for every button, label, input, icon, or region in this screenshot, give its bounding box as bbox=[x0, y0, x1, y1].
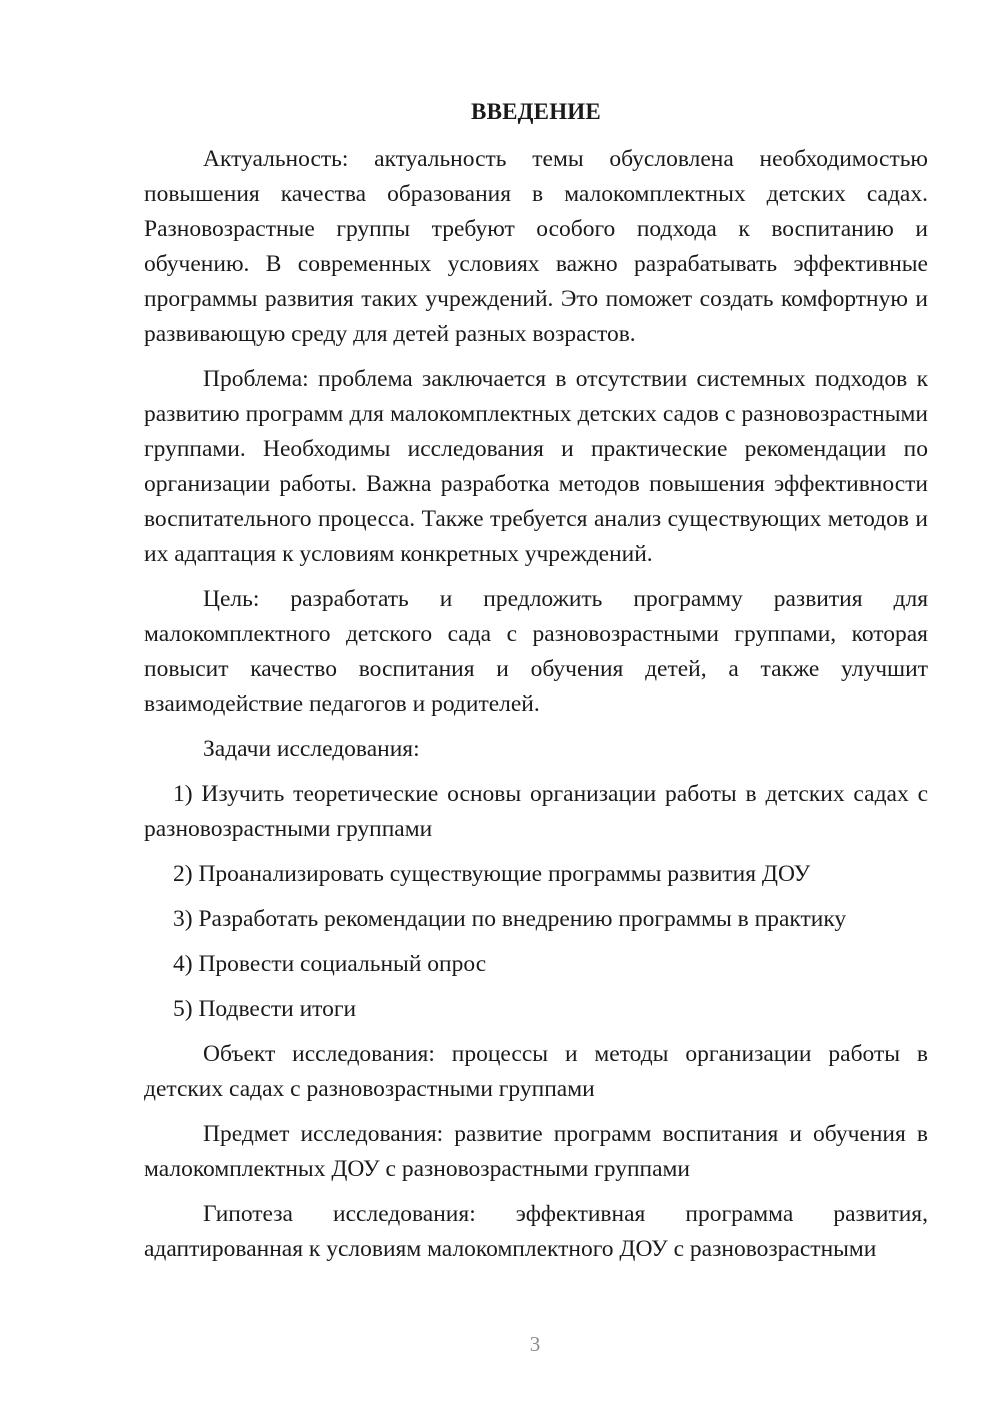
task-item-2: 2) Проанализировать существующие программы развития ДОУ bbox=[173, 861, 811, 887]
section-heading: ВВЕДЕНИЕ bbox=[471, 99, 601, 124]
paragraph-goal: Цель: разработать и предложить программу развития для малокомплектного детского сада с разновозрастными группами, которая повысит качество воспитания и обучения детей, а также улучшит взаимодействие педагогов и родителей. bbox=[144, 586, 928, 717]
task-item-5: 5) Подвести итоги bbox=[173, 996, 357, 1022]
document-body bbox=[144, 94, 928, 1277]
task-item-4: 4) Провести социальный опрос bbox=[173, 951, 487, 977]
paragraph-hypothesis: Гипотеза исследования: эффективная программа развития, адаптированная к условиям малокомплектного ДОУ с разновозрастными bbox=[144, 1201, 928, 1262]
paragraph-object: Объект исследования: процессы и методы организации работы в детских садах с разновозрастными группами bbox=[144, 1041, 928, 1102]
paragraph-tasks-intro: Задачи исследования: bbox=[203, 736, 420, 762]
page-number: 3 bbox=[529, 1332, 541, 1356]
task-item-3: 3) Разработать рекомендации по внедрению программы в практику bbox=[173, 906, 847, 932]
paragraph-problem: Проблема: проблема заключается в отсутствии системных подходов к развитию программ для малокомплектных детских садов с разновозрастными группами. Необходимы исследования и практические рекомендации по организации работы. Важна разработка методов повышения эффективности воспитательного процесса. Также требуется анализ существующих методов и их адаптация к условиям конкретных учреждений. bbox=[144, 366, 928, 567]
paragraph-relevance: Актуальность: актуальность темы обусловлена необходимостью повышения качества образования в малокомплектных детских садах. Разновозрастные группы требуют особого подхода к воспитанию и обучению. В современных условиях важно разрабатывать эффективные программы развития таких учреждений. Это поможет создать комфортную и развивающую среду для детей разных возрастов. bbox=[144, 146, 928, 347]
paragraph-subject: Предмет исследования: развитие программ воспитания и обучения в малокомплектных ДОУ с разновозрастными группами bbox=[144, 1121, 928, 1182]
task-item-1: 1) Изучить теоретические основы организации работы в детских садах с разновозрастными группами bbox=[144, 781, 928, 842]
